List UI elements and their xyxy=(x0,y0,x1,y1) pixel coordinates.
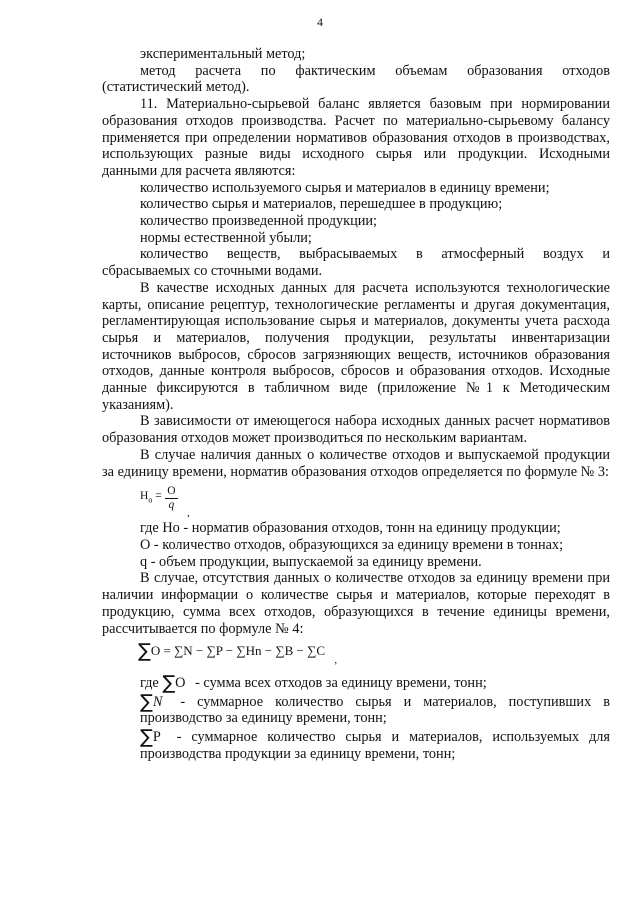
paragraph-case-2: В случае, отсутствия данных о количестве отходов за единицу времени при наличии информации о количестве сырья и материалов, которые переходят в продукцию, сумма всех отходов, образующихся в течение единицы времени, рассчитывается по формуле № 4: xyxy=(102,570,610,637)
formula-3-fraction xyxy=(165,485,177,512)
formula-4-expression: O = ∑N − ∑P − ∑Hn − ∑B − ∑C xyxy=(150,643,326,659)
formula-3-numerator: O xyxy=(167,485,176,498)
document-body xyxy=(102,46,610,762)
formula-4-legend-p: ∑P - суммарное количество сырья и материалов, используемых для производства продукции за единицу времени, тонн; xyxy=(140,726,610,762)
input-data-item: количество используемого сырья и материалов в единицу времени; xyxy=(140,179,550,196)
formula-4: ∑O = ∑N − ∑P − ∑Hn − ∑B − ∑C $_,$ xyxy=(138,640,338,667)
formula-3-legend-q: q - объем продукции, выпускаемой за единицу времени. xyxy=(140,553,482,570)
formula-3-legend-ho: где Но - норматив образования отходов, тонн на единицу продукции; xyxy=(140,520,561,537)
paragraph-source-documents: В качестве исходных данных для расчета используются технологические карты, описание рецептур, технологические регламенты и другая документация, регламентирующая использование сырья и материалов, документы учета расхода сырья и материалов, получения продукции, результаты инвентаризации источников выбросов, сбросов загрязняющих веществ, источников образования отходов, данные контроля выбросов, сбросов и образования отходов. Исходные данные фиксируются в табличном виде (приложение №1 к Методическим указаниям). xyxy=(102,279,610,413)
formula-4-legend-o: где ∑O - сумма всех отходов за единицу времени, тонн; xyxy=(140,671,487,694)
formula-3 xyxy=(140,485,610,520)
formula-4-legend-n: ∑N - суммарное количество сырья и материалов, поступивших в производство за единицу времени, тонн; xyxy=(140,690,610,727)
input-data-item: количество веществ, выбрасываемых в атмосферный воздух и сбрасываемых со сточными водами. xyxy=(102,246,610,280)
method-item-experimental: экспериментальный метод; xyxy=(140,46,306,62)
paragraph-calculation-variants: В зависимости от имеющегося набора исходных данных расчет нормативов образования отходов может производиться по нескольким вариантам. xyxy=(102,413,610,447)
method-item-statistical-line2: (статистический метод). xyxy=(102,79,250,96)
formula-3-lhs: $Н_о$ = xyxy=(140,490,162,505)
input-data-item: нормы естественной убыли; xyxy=(140,229,312,246)
input-data-item: количество произведенной продукции; xyxy=(140,213,378,230)
formula-3-legend-o: О - количество отходов, образующихся за единицу времени в тоннах; xyxy=(140,536,564,553)
formula-3-denominator: q xyxy=(168,499,175,512)
paragraph-11: 11. Материально-сырьевой баланс является базовым при нормировании образования отходов производства. Расчет по материально-сырьевому балансу применяется при определении нормативов образования отходов в производствах, использующих разные виды исходного сырья или продукции. Исходными данными для расчета являются: xyxy=(102,96,610,179)
paragraph-case-1: В случае наличия данных о количестве отходов и выпускаемой продукции за единицу времени, норматив образования отходов определяется по формуле № 3: xyxy=(102,446,610,480)
input-data-item: количество сырья и материалов, перешедшее в продукцию; xyxy=(140,196,503,213)
page-number: 4 xyxy=(317,15,323,29)
formula-3-comma: , xyxy=(187,507,190,520)
method-item-statistical-line1: метод расчета по фактическим объемам образования отходов xyxy=(140,62,610,79)
